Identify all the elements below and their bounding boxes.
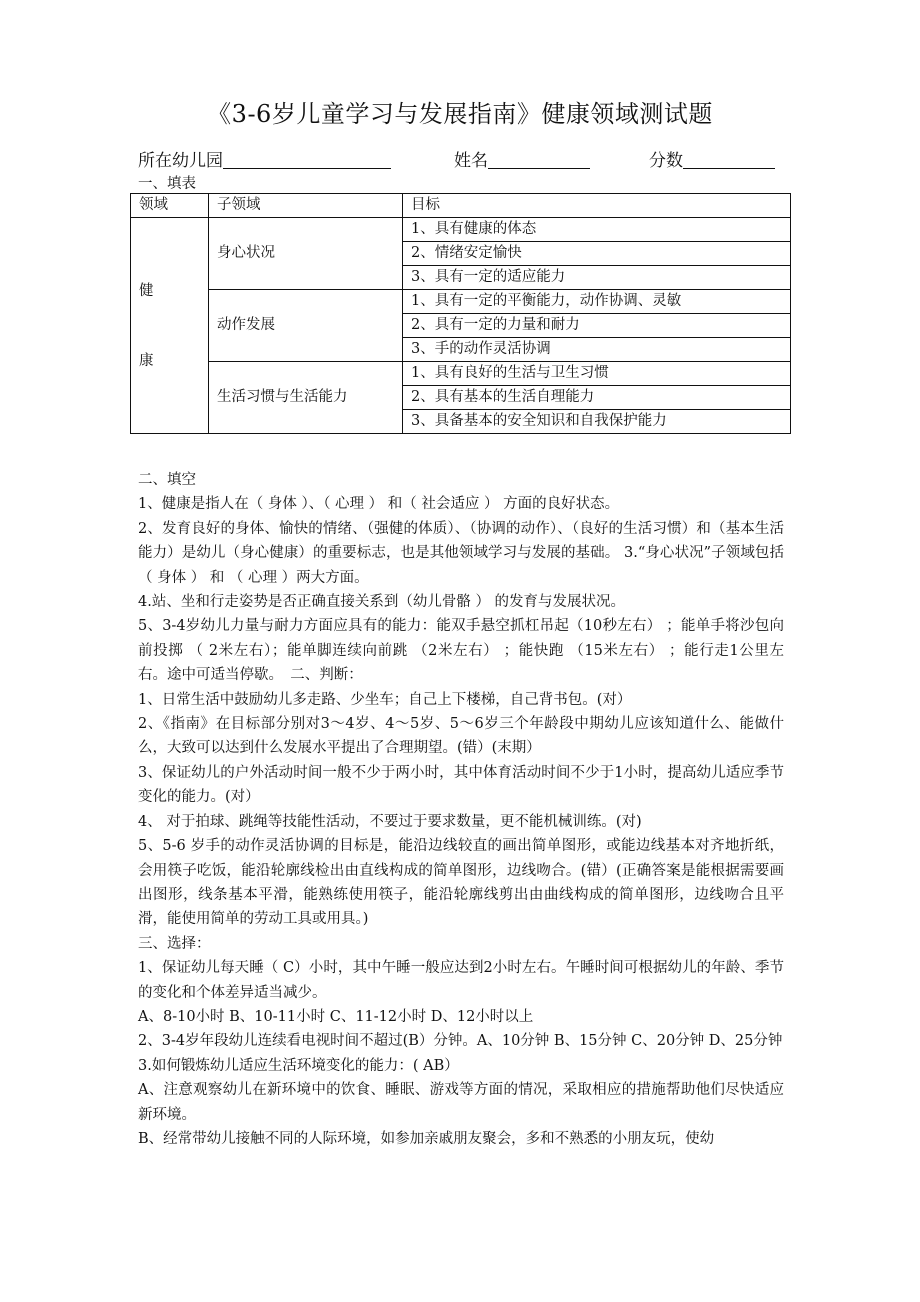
- name-field: [454, 146, 590, 171]
- subdomain-cell: 动作发展: [209, 290, 403, 362]
- goal-cell: 3、手的动作灵活协调: [403, 338, 791, 362]
- kindergarten-label: 所在幼儿园: [138, 151, 223, 171]
- goal-cell: 1、具有一定的平衡能力，动作协调、灵敏: [403, 290, 791, 314]
- score-label: 分数: [649, 151, 683, 171]
- paragraph: 5、3-4岁幼儿力量与耐力方面应具有的能力：能双手悬空抓杠吊起（10秒左右） ；能单手将沙包向前投掷 （ 2米左右）；能单脚连续向前跳 （2米左右） ；能快跑 （15米左右） ；能行走1公里左右。途中可适当停歇。 二、判断：: [138, 618, 784, 684]
- score-field: [649, 146, 775, 171]
- table-row: [131, 362, 791, 386]
- domain-char-2: 康: [139, 352, 154, 369]
- table-header-row: [131, 194, 791, 218]
- kindergarten-blank[interactable]: [223, 150, 391, 169]
- paragraph: 2、发育良好的身体、愉快的情绪、（强健的体质）、（协调的动作）、（良好的生活习惯）和（基本生活能力）是幼儿（身心健康）的重要标志，也是其他领域学习与发展的基础。 3.“身心状况”子领域包括 （ 身体 ） 和 （ 心理 ）两大方面。: [138, 520, 784, 586]
- paragraph: 1、保证幼儿每天睡（ C）小时，其中午睡一般应达到2小时左右。午睡时间可根据幼儿的年龄、季节的变化和个体差异适当减少。: [138, 960, 784, 1001]
- paragraph: 5、5-6 岁手的动作灵活协调的目标是，能沿边线较直的画出简单图形，或能边线基本对齐地折纸，会用筷子吃饭，能沿轮廓线检出由直线构成的简单图形，边线吻合。(错）(正确答案是能根据需要画出图形，线条基本平滑，能熟练使用筷子，能沿轮廓线剪出由曲线构成的简单图形，边线吻合且平滑，能使用简单的劳动工具或用具。): [138, 838, 784, 928]
- paragraph: 3.如何锻炼幼儿适应生活环境变化的能力：( AB）: [138, 1057, 459, 1074]
- score-blank[interactable]: [683, 150, 775, 169]
- question-body: [138, 468, 784, 1151]
- domain-char-1: 健: [139, 282, 154, 299]
- header-domain: 领域: [131, 194, 209, 218]
- paragraph: 1、日常生活中鼓励幼儿多走路、少坐车；自己上下楼梯，自己背书包。(对）: [138, 691, 632, 708]
- section3-heading: 三、选择：: [138, 935, 211, 952]
- info-row: [138, 146, 798, 170]
- domain-cell: [131, 218, 209, 434]
- paragraph: 4.站、坐和行走姿势是否正确直接关系到（幼儿骨骼 ） 的发育与发展状况。: [138, 594, 626, 611]
- paragraph: A、8-10小时 B、10-11小时 C、11-12小时 D、12小时以上: [138, 1008, 534, 1025]
- section2-heading: 二、填空: [138, 472, 196, 488]
- goals-table: [130, 193, 791, 434]
- section1-heading: 一、填表: [138, 176, 196, 192]
- goal-cell: 2、具有一定的力量和耐力: [403, 314, 791, 338]
- subdomain-cell: 身心状况: [209, 218, 403, 290]
- name-blank[interactable]: [488, 150, 590, 169]
- goal-cell: 3、具备基本的安全知识和自我保护能力: [403, 410, 791, 434]
- table-row: [131, 290, 791, 314]
- paragraph: 3、保证幼儿的户外活动时间一般不少于两小时，其中体育活动时间不少于1小时，提高幼儿适应季节变化的能力。(对）: [138, 764, 784, 806]
- goal-cell: 1、具有良好的生活与卫生习惯: [403, 362, 791, 386]
- goal-cell: 1、具有健康的体态: [403, 218, 791, 242]
- paragraph: 4、 对于拍球、跳绳等技能性活动，不要过于要求数量，更不能机械训练。(对): [138, 813, 642, 830]
- header-goal: 目标: [403, 194, 791, 218]
- goal-cell: 2、具有基本的生活自理能力: [403, 386, 791, 410]
- paragraph: B、经常带幼儿接触不同的人际环境，如参加亲戚朋友聚会，多和不熟悉的小朋友玩，使幼: [138, 1130, 715, 1147]
- kindergarten-field: [138, 146, 391, 171]
- paragraph: A、注意观察幼儿在新环境中的饮食、睡眠、游戏等方面的情况，采取相应的措施帮助他们尽快适应新环境。: [138, 1082, 784, 1123]
- paragraph: 2、3-4岁年段幼儿连续看电视时间不超过(B）分钟。A、10分钟 B、15分钟 C、20分钟 D、25分钟: [138, 1033, 783, 1050]
- goal-cell: 2、情绪安定愉快: [403, 242, 791, 266]
- table-row: [131, 218, 791, 242]
- header-subdomain: 子领域: [209, 194, 403, 218]
- name-label: 姓名: [454, 151, 488, 171]
- goal-cell: 3、具有一定的适应能力: [403, 266, 791, 290]
- page-title: 《3-6岁儿童学习与发展指南》健康领域测试题: [207, 100, 713, 128]
- subdomain-cell: 生活习惯与生活能力: [209, 362, 403, 434]
- paragraph: 1、健康是指人在（ 身体 ）、（ 心理 ） 和（ 社会适应 ） 方面的良好状态。: [138, 496, 620, 513]
- paragraph: 2、《指南》在目标部分别对3～4岁、4～5岁、5～6岁三个年龄段中期幼儿应该知道什么、能做什么，大致可以达到什么发展水平提出了合理期望。(错）(末期）: [138, 716, 784, 757]
